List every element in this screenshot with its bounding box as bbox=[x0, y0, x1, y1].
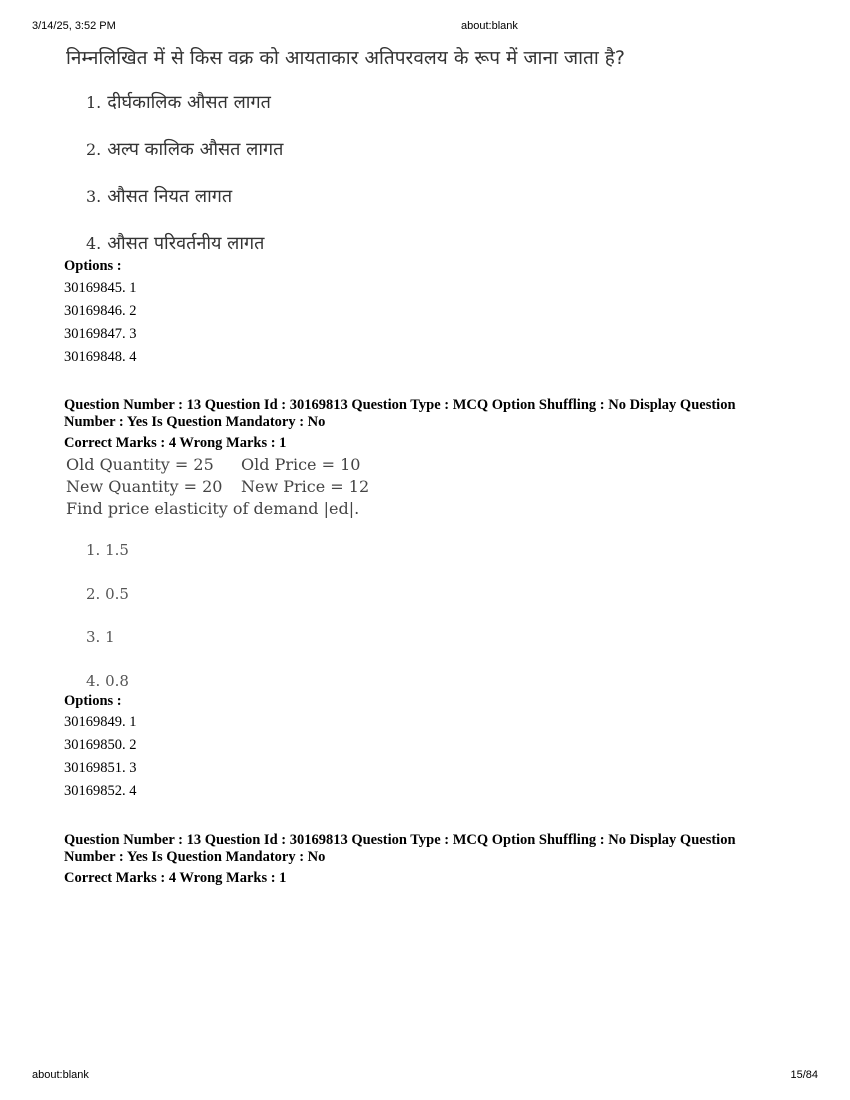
new-quantity: New Quantity = 20 bbox=[66, 477, 223, 496]
option-id: 30169846. 2 bbox=[64, 303, 137, 319]
question-12-text: निम्नलिखित में से किस वक्र को आयताकार अतिपरवलय के रूप में जाना जाता है? bbox=[66, 47, 625, 69]
question-13-choice-2: 2. 0.5 bbox=[86, 585, 129, 603]
page-number: 15/84 bbox=[790, 1069, 818, 1081]
given-values bbox=[66, 455, 466, 499]
print-footer-url: about:blank bbox=[32, 1069, 89, 1081]
question-meta-line1: Question Number : 13 Question Id : 30169813 Question Type : MCQ Option Shuffling : No Display Question bbox=[64, 397, 736, 413]
choice-text: औसत परिवर्तनीय लागत bbox=[107, 233, 265, 254]
question-meta-line2: Number : Yes Is Question Mandatory : No bbox=[64, 414, 326, 430]
choice-text: अल्प कालिक औसत लागत bbox=[107, 139, 284, 160]
question-13-choice-1: 1. 1.5 bbox=[86, 541, 129, 559]
choice-number: 3. bbox=[86, 187, 102, 206]
question-12-choice-4 bbox=[86, 231, 264, 255]
question-marks: Correct Marks : 4 Wrong Marks : 1 bbox=[64, 870, 287, 886]
print-datetime: 3/14/25, 3:52 PM bbox=[32, 20, 116, 32]
question-meta-line2: Number : Yes Is Question Mandatory : No bbox=[64, 849, 326, 865]
question-meta-line1: Question Number : 13 Question Id : 30169813 Question Type : MCQ Option Shuffling : No Display Question bbox=[64, 832, 736, 848]
old-quantity: Old Quantity = 25 bbox=[66, 455, 214, 474]
option-id: 30169849. 1 bbox=[64, 714, 137, 730]
option-id: 30169845. 1 bbox=[64, 280, 137, 296]
choice-number: 1. bbox=[86, 93, 102, 112]
question-13-choice-3: 3. 1 bbox=[86, 628, 115, 646]
given-row-old bbox=[66, 455, 466, 477]
question-12-choice-2 bbox=[86, 137, 283, 161]
option-id: 30169851. 3 bbox=[64, 760, 137, 776]
new-price: New Price = 12 bbox=[241, 477, 370, 496]
question-12-choice-3 bbox=[86, 184, 232, 208]
print-header-url: about:blank bbox=[461, 20, 518, 32]
options-label: Options : bbox=[64, 693, 122, 709]
question-13-text: Find price elasticity of demand |ed|. bbox=[66, 499, 360, 518]
options-label: Options : bbox=[64, 258, 122, 274]
option-id: 30169848. 4 bbox=[64, 349, 137, 365]
choice-text: औसत नियत लागत bbox=[107, 186, 233, 207]
old-price: Old Price = 10 bbox=[241, 455, 361, 474]
option-id: 30169850. 2 bbox=[64, 737, 137, 753]
given-row-new bbox=[66, 477, 466, 499]
choice-text: दीर्घकालिक औसत लागत bbox=[107, 92, 271, 113]
option-id: 30169852. 4 bbox=[64, 783, 137, 799]
option-id: 30169847. 3 bbox=[64, 326, 137, 342]
choice-number: 2. bbox=[86, 140, 102, 159]
choice-number: 4. bbox=[86, 234, 102, 253]
question-12-choice-1 bbox=[86, 90, 271, 114]
question-13-choice-4: 4. 0.8 bbox=[86, 672, 129, 690]
question-marks: Correct Marks : 4 Wrong Marks : 1 bbox=[64, 435, 287, 451]
